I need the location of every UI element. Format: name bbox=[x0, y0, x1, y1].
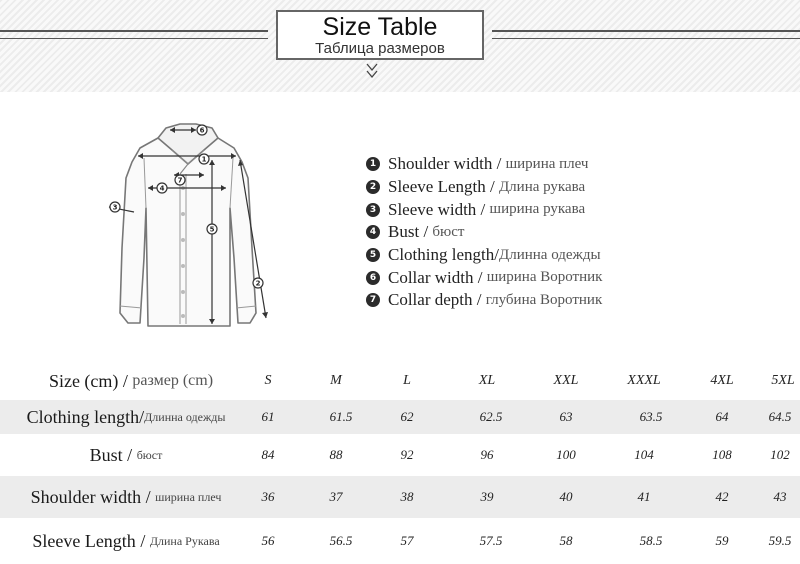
table-cell: 39 bbox=[480, 489, 494, 504]
size-header-label: Size (cm) / размер (cm) bbox=[48, 370, 214, 391]
size-header-m: M bbox=[330, 373, 342, 388]
table-cell: 56 bbox=[261, 533, 275, 548]
shirt-diagram bbox=[100, 118, 280, 338]
measurement-legend bbox=[366, 153, 602, 312]
table-cell: 58 bbox=[559, 533, 573, 548]
legend-item-shoulder-width: 1 Shoulder width / ширина плеч bbox=[366, 153, 602, 176]
table-row-clothing-length bbox=[0, 400, 800, 434]
header-divider-right-thin bbox=[492, 38, 800, 39]
table-cell: 64.5 bbox=[768, 409, 792, 424]
title-box bbox=[276, 10, 484, 60]
number-badge-icon: 5 bbox=[366, 248, 380, 262]
row-label: Clothing length / Длинна одежды bbox=[26, 406, 226, 427]
table-cell: 37 bbox=[329, 489, 343, 504]
size-header-l: L bbox=[403, 373, 411, 388]
shirt-outline bbox=[120, 138, 256, 326]
diagram-marker-1: 1 bbox=[201, 155, 207, 164]
table-cell: 57.5 bbox=[479, 533, 503, 548]
table-cell: 64 bbox=[715, 409, 729, 424]
table-cell: 84 bbox=[261, 447, 275, 462]
size-header-4xl: 4XL bbox=[710, 373, 734, 388]
page-subtitle: Таблица размеров bbox=[315, 40, 445, 57]
number-badge-icon: 4 bbox=[366, 225, 380, 239]
table-row-shoulder-width bbox=[0, 476, 800, 518]
table-cell: 96 bbox=[480, 447, 494, 462]
table-cell: 59.5 bbox=[768, 533, 792, 548]
table-cell: 56.5 bbox=[329, 533, 353, 548]
table-cell: 62 bbox=[400, 409, 414, 424]
legend-item-collar-depth: 7 Collar depth / глубина Воротник bbox=[366, 289, 602, 312]
number-badge-icon: 2 bbox=[366, 180, 380, 194]
table-cell: 104 bbox=[634, 447, 654, 462]
size-header-xl: XL bbox=[478, 373, 496, 388]
row-label: Bust / бюст bbox=[89, 444, 163, 465]
table-header-row bbox=[0, 362, 800, 400]
table-row-bust bbox=[0, 434, 800, 476]
table-cell: 63 bbox=[559, 409, 573, 424]
diagram-marker-2: 2 bbox=[255, 279, 261, 288]
diagram-marker-3: 3 bbox=[112, 203, 118, 212]
chevron-down-icon bbox=[364, 60, 380, 82]
table-cell: 38 bbox=[400, 489, 414, 504]
table-cell: 108 bbox=[712, 447, 732, 462]
table-cell: 100 bbox=[556, 447, 576, 462]
row-label: Shoulder width / ширина плеч bbox=[30, 486, 222, 507]
number-badge-icon: 7 bbox=[366, 293, 380, 307]
table-cell: 42 bbox=[715, 489, 729, 504]
table-row-sleeve-length bbox=[0, 518, 800, 564]
legend-item-sleeve-length: 2 Sleeve Length / Длина рукава bbox=[366, 176, 602, 199]
number-badge-icon: 3 bbox=[366, 203, 380, 217]
legend-item-clothing-length: 5 Clothing length / Длинна одежды bbox=[366, 244, 602, 267]
table-cell: 40 bbox=[559, 489, 573, 504]
diagram-marker-4: 4 bbox=[159, 184, 165, 193]
table-cell: 41 bbox=[637, 489, 651, 504]
table-cell: 61 bbox=[261, 409, 275, 424]
number-badge-icon: 6 bbox=[366, 271, 380, 285]
legend-item-bust: 4 Bust / бюст bbox=[366, 221, 602, 244]
header-divider-left-thin bbox=[0, 38, 268, 39]
number-badge-icon: 1 bbox=[366, 157, 380, 171]
diagram-marker-7: 7 bbox=[177, 176, 183, 185]
legend-item-sleeve-width: 3 Sleeve width / ширина рукава bbox=[366, 198, 602, 221]
size-header-xxxl: XXXL bbox=[627, 373, 661, 388]
size-header-s: S bbox=[264, 373, 272, 388]
table-cell: 36 bbox=[261, 489, 275, 504]
table-cell: 57 bbox=[400, 533, 414, 548]
diagram-marker-5: 5 bbox=[209, 225, 215, 234]
page-title: Size Table bbox=[322, 13, 438, 41]
size-header-5xl: 5XL bbox=[771, 373, 795, 388]
table-cell: 62.5 bbox=[479, 409, 503, 424]
table-cell: 61.5 bbox=[329, 409, 353, 424]
table-cell: 92 bbox=[400, 447, 414, 462]
table-cell: 102 bbox=[770, 447, 790, 462]
header-divider-right bbox=[492, 30, 800, 32]
table-cell: 43 bbox=[773, 489, 787, 504]
legend-item-collar-width: 6 Collar width / ширина Воротник bbox=[366, 266, 602, 289]
diagram-marker-6: 6 bbox=[199, 126, 205, 135]
table-cell: 59 bbox=[715, 533, 729, 548]
row-label: Sleeve Length / Длина Рукава bbox=[32, 530, 220, 551]
header-divider-left bbox=[0, 30, 268, 32]
table-cell: 58.5 bbox=[639, 533, 663, 548]
table-cell: 88 bbox=[329, 447, 343, 462]
table-cell: 63.5 bbox=[639, 409, 663, 424]
size-header-xxl: XXL bbox=[553, 373, 579, 388]
